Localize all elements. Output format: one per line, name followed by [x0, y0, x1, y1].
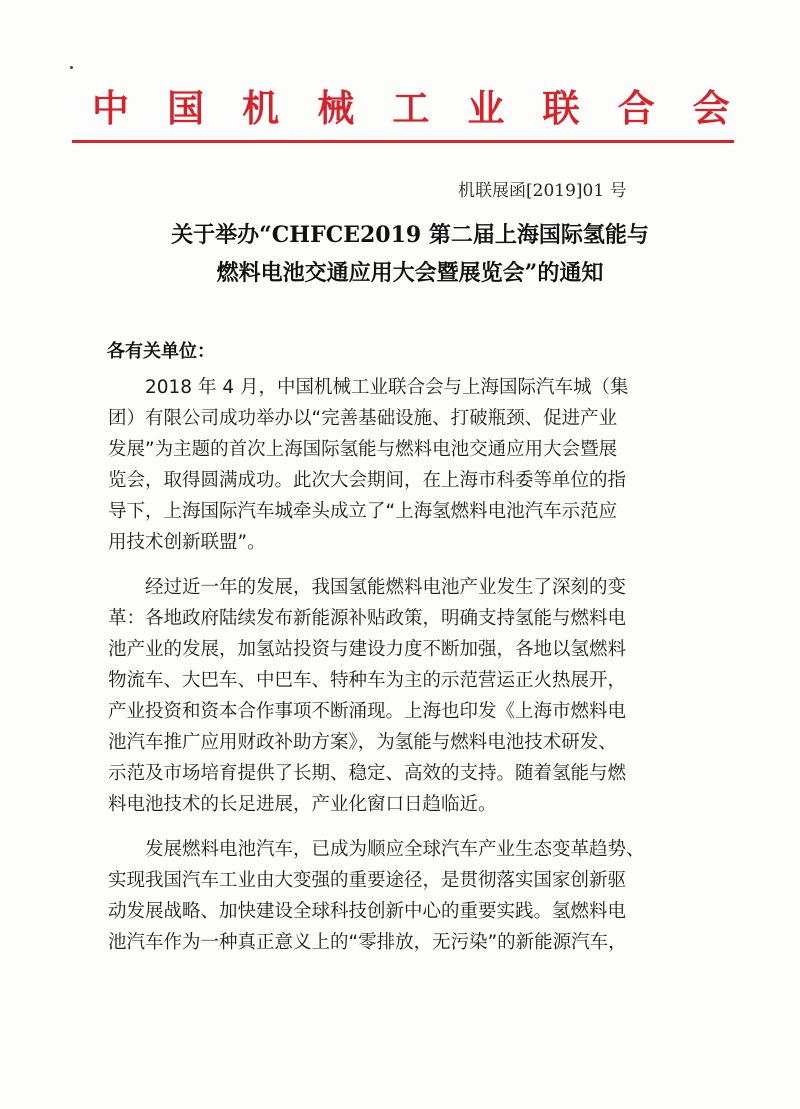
paragraph-line: 2018 年 4 月，中国机械工业联合会与上海国际汽车城（集 [108, 377, 629, 398]
paragraph-line: 发展”为主题的首次上海国际氢能与燃料电池交通应用大会暨展 [108, 439, 618, 460]
paragraph-line: 池汽车作为一种真正意义上的“零排放，无污染”的新能源汽车， [108, 932, 627, 953]
paragraph-line: 物流车、大巴车、中巴车、特种车为主的示范营运正火热展开， [108, 670, 627, 691]
paragraph-line: 示范及市场培育提供了长期、稳定、高效的支持。随着氢能与燃 [108, 763, 627, 784]
paragraph-line: 实现我国汽车工业由大变强的重要途径，是贯彻落实国家创新驱 [108, 870, 627, 891]
paragraph-line: 导下，上海国际汽车城牵头成立了“上海氢燃料电池汽车示范应 [108, 501, 618, 522]
paragraph-line: 用技术创新联盟”。 [108, 532, 266, 553]
paragraph-line: 池产业的发展，加氢站投资与建设力度不断加强，各地以氢燃料 [108, 639, 627, 660]
paragraph [108, 834, 708, 958]
paragraph-line: 经过近一年的发展，我国氢能燃料电池产业发生了深刻的变 [108, 577, 627, 598]
paragraph-line: 团）有限公司成功举办以“完善基础设施、打破瓶颈、促进产业 [108, 408, 618, 429]
paragraph [108, 372, 708, 558]
scan-speck [70, 66, 73, 69]
paragraph-line: 动发展战略、加快建设全球科技创新中心的重要实践。氢燃料电 [108, 901, 627, 922]
document-body [108, 372, 708, 958]
paragraph-line: 池汽车推广应用财政补助方案》，为氢能与燃料电池技术研发、 [108, 732, 617, 753]
document-title-line: 燃料电池交通应用大会暨展览会”的通知 [216, 260, 604, 286]
paragraph-line: 发展燃料电池汽车，已成为顺应全球汽车产业生态变革趋势、 [108, 839, 645, 860]
document-number: 机联展函[2019]01 号 [458, 181, 627, 201]
document-title-line: 关于举办“CHFCE2019 第二届上海国际氢能与 [171, 222, 649, 248]
paragraph-line: 览会，取得圆满成功。此次大会期间，在上海市科委等单位的指 [108, 470, 627, 491]
letterhead-divider [72, 140, 734, 143]
paragraph-line: 料电池技术的长足进展，产业化窗口日趋临近。 [108, 794, 497, 815]
letterhead-org-name: 中 国 机 械 工 业 联 合 会 [92, 86, 743, 130]
paragraph [108, 572, 708, 820]
salutation: 各有关单位： [107, 341, 215, 362]
paragraph-line: 革：各地政府陆续发布新能源补贴政策，明确支持氢能与燃料电 [108, 608, 627, 629]
paragraph-line: 产业投资和资本合作事项不断涌现。上海也印发《上海市燃料电 [108, 701, 627, 722]
